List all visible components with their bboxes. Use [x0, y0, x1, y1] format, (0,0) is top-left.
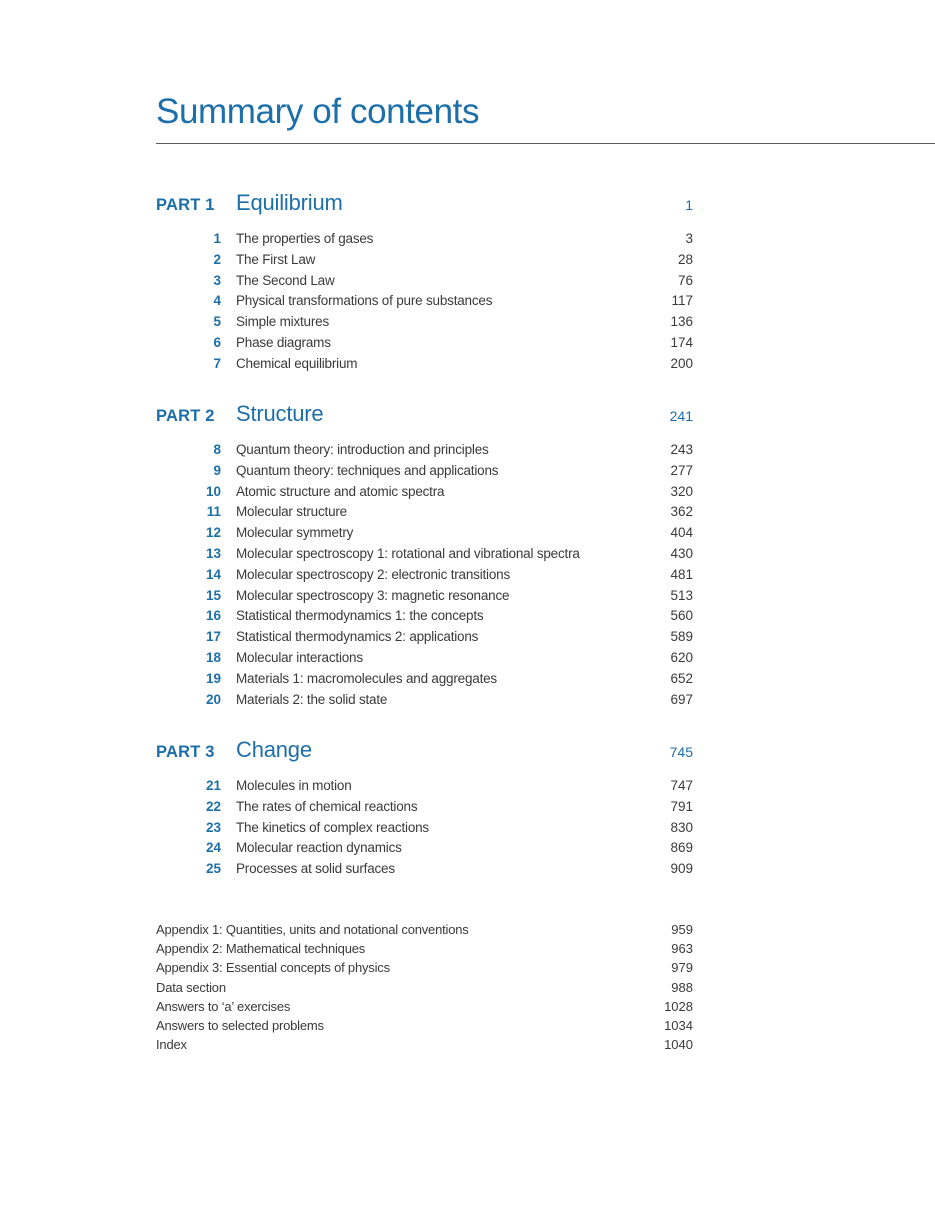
chapter-row[interactable] — [0, 312, 935, 333]
chapter-page-number: 589 — [670, 629, 693, 645]
chapter-row[interactable] — [0, 565, 935, 586]
chapter-number: 1 — [213, 231, 221, 246]
backmatter-row[interactable] — [0, 939, 935, 958]
chapter-number: 4 — [213, 293, 221, 309]
chapter-page-number: 909 — [670, 861, 693, 877]
chapter-row[interactable] — [0, 502, 935, 523]
part-section-equilibrium — [0, 192, 935, 375]
chapter-row[interactable] — [0, 586, 935, 607]
part-label: PART 3 — [156, 743, 215, 761]
chapter-page-number: 200 — [670, 355, 693, 371]
chapter-number: 10 — [205, 483, 221, 499]
backmatter-row[interactable] — [0, 997, 935, 1016]
title-divider — [156, 143, 935, 144]
backmatter-row[interactable] — [0, 958, 935, 977]
chapter-number: 8 — [213, 442, 221, 457]
chapter-row[interactable] — [0, 776, 935, 797]
chapter-title: Quantum theory: introduction and principles — [236, 442, 489, 457]
backmatter-title: Appendix 3: Essential concepts of physics — [156, 960, 390, 976]
chapter-page-number: 136 — [670, 314, 693, 330]
chapter-title: The Second Law — [236, 272, 335, 288]
chapter-list — [0, 776, 935, 880]
backmatter-row[interactable] — [0, 1016, 935, 1035]
chapter-page-number: 747 — [670, 778, 693, 793]
chapter-row[interactable] — [0, 229, 935, 250]
chapter-list — [0, 229, 935, 375]
part-page-number: 745 — [669, 744, 693, 760]
part-heading — [0, 739, 935, 769]
chapter-row[interactable] — [0, 818, 935, 839]
chapter-page-number: 513 — [670, 587, 693, 603]
chapter-row[interactable] — [0, 250, 935, 271]
backmatter-row[interactable] — [0, 1035, 935, 1054]
part-label: PART 2 — [156, 407, 215, 425]
backmatter-title: Answers to selected problems — [156, 1017, 324, 1033]
chapter-title: Phase diagrams — [236, 334, 331, 350]
backmatter-title: Data section — [156, 979, 226, 995]
page-title: Summary of contents — [156, 92, 480, 131]
backmatter-page-number: 988 — [671, 979, 693, 995]
chapter-title: The rates of chemical reactions — [236, 798, 418, 814]
chapter-page-number: 28 — [677, 251, 693, 267]
backmatter-list — [0, 920, 935, 1054]
backmatter-page-number: 963 — [671, 941, 693, 957]
chapter-number: 7 — [213, 355, 221, 371]
chapter-row[interactable] — [0, 271, 935, 292]
chapter-number: 20 — [205, 691, 221, 707]
chapter-title: The kinetics of complex reactions — [236, 819, 429, 835]
chapter-number: 14 — [205, 566, 221, 582]
chapter-number: 18 — [205, 649, 221, 665]
chapter-title: Molecular spectroscopy 2: electronic transitions — [236, 566, 511, 582]
chapter-row[interactable] — [0, 461, 935, 482]
chapter-title: Physical transformations of pure substances — [236, 293, 493, 309]
part-page-number: 241 — [669, 408, 693, 424]
chapter-number: 21 — [205, 778, 221, 793]
part-label: PART 1 — [156, 196, 215, 214]
chapter-row[interactable] — [0, 797, 935, 818]
chapter-title: Molecular reaction dynamics — [236, 840, 402, 856]
chapter-number: 11 — [206, 504, 221, 520]
part-page-number: 1 — [685, 197, 693, 213]
chapter-title: Molecules in motion — [236, 778, 352, 793]
chapter-page-number: 76 — [677, 272, 693, 288]
chapter-row[interactable] — [0, 544, 935, 565]
part-section-structure — [0, 403, 935, 710]
chapter-row[interactable] — [0, 440, 935, 461]
part-heading — [0, 403, 935, 433]
chapter-row[interactable] — [0, 648, 935, 669]
backmatter-page-number: 1034 — [664, 1017, 693, 1033]
backmatter-title: Appendix 2: Mathematical techniques — [156, 941, 366, 957]
chapter-number: 22 — [205, 798, 221, 814]
chapter-row[interactable] — [0, 482, 935, 503]
chapter-number: 9 — [213, 462, 221, 478]
chapter-number: 6 — [213, 334, 221, 350]
chapter-number: 5 — [213, 314, 221, 330]
chapter-page-number: 869 — [670, 840, 693, 856]
chapter-title: Simple mixtures — [236, 314, 330, 330]
chapter-page-number: 117 — [671, 293, 693, 309]
chapter-title: Processes at solid surfaces — [236, 861, 395, 877]
chapter-title: Quantum theory: techniques and applications — [236, 462, 499, 478]
chapter-title: Molecular symmetry — [236, 525, 354, 541]
chapter-title: Chemical equilibrium — [236, 355, 358, 371]
chapter-number: 13 — [205, 545, 221, 561]
chapter-title: Molecular structure — [236, 504, 347, 520]
chapter-number: 25 — [205, 861, 221, 877]
chapter-row[interactable] — [0, 291, 935, 312]
chapter-row[interactable] — [0, 690, 935, 711]
chapter-page-number: 174 — [670, 334, 693, 350]
chapter-number: 17 — [205, 629, 221, 645]
chapter-row[interactable] — [0, 859, 935, 880]
backmatter-page-number: 1040 — [664, 1037, 693, 1053]
backmatter-title: Index — [156, 1037, 187, 1053]
chapter-title: Molecular interactions — [236, 649, 363, 665]
chapter-row[interactable] — [0, 838, 935, 859]
chapter-page-number: 697 — [670, 691, 693, 707]
backmatter-page-number: 979 — [671, 960, 693, 976]
chapter-row[interactable] — [0, 606, 935, 627]
chapter-number: 15 — [205, 587, 221, 603]
part-title[interactable]: Change — [236, 737, 312, 762]
chapter-title: Atomic structure and atomic spectra — [236, 483, 445, 499]
backmatter-title: Appendix 1: Quantities, units and notational conventions — [156, 922, 469, 937]
backmatter-row[interactable] — [0, 978, 935, 997]
chapter-title: The properties of gases — [236, 231, 374, 246]
part-section-change — [0, 739, 935, 880]
chapter-page-number: 481 — [670, 566, 693, 582]
chapter-page-number: 277 — [670, 462, 693, 478]
chapter-page-number: 620 — [670, 649, 693, 665]
backmatter-page-number: 1028 — [664, 998, 693, 1014]
part-heading — [0, 192, 935, 222]
chapter-number: 19 — [205, 670, 221, 686]
chapter-title: Molecular spectroscopy 1: rotational and vibrational spectra — [236, 545, 580, 561]
chapter-title: The First Law — [236, 251, 316, 267]
chapter-title: Molecular spectroscopy 3: magnetic resonance — [236, 587, 510, 603]
chapter-page-number: 560 — [670, 608, 693, 624]
part-title[interactable]: Structure — [236, 401, 324, 426]
chapter-list — [0, 440, 935, 710]
chapter-page-number: 652 — [670, 670, 693, 686]
chapter-number: 24 — [205, 840, 221, 856]
chapter-page-number: 243 — [670, 442, 693, 457]
chapter-row[interactable] — [0, 523, 935, 544]
chapter-number: 2 — [213, 251, 221, 267]
chapter-title: Statistical thermodynamics 2: applications — [236, 629, 479, 645]
chapter-row[interactable] — [0, 627, 935, 648]
backmatter-row[interactable] — [0, 920, 935, 939]
chapter-page-number: 830 — [670, 819, 693, 835]
chapter-number: 23 — [205, 819, 221, 835]
part-title[interactable]: Equilibrium — [236, 190, 343, 215]
chapter-row[interactable] — [0, 333, 935, 354]
chapter-page-number: 320 — [670, 483, 693, 499]
chapter-number: 3 — [213, 272, 221, 288]
chapter-row[interactable] — [0, 669, 935, 690]
chapter-row[interactable] — [0, 354, 935, 375]
chapter-number: 16 — [205, 608, 221, 624]
backmatter-page-number: 959 — [671, 922, 693, 937]
chapter-page-number: 791 — [670, 798, 693, 814]
chapter-title: Materials 1: macromolecules and aggregates — [236, 670, 497, 686]
chapter-page-number: 3 — [685, 231, 693, 246]
chapter-title: Materials 2: the solid state — [236, 691, 388, 707]
chapter-page-number: 430 — [670, 545, 693, 561]
chapter-number: 12 — [205, 525, 221, 541]
backmatter-title: Answers to ‘a’ exercises — [156, 998, 291, 1014]
chapter-page-number: 362 — [670, 504, 693, 520]
chapter-page-number: 404 — [670, 525, 693, 541]
chapter-title: Statistical thermodynamics 1: the concepts — [236, 608, 484, 624]
